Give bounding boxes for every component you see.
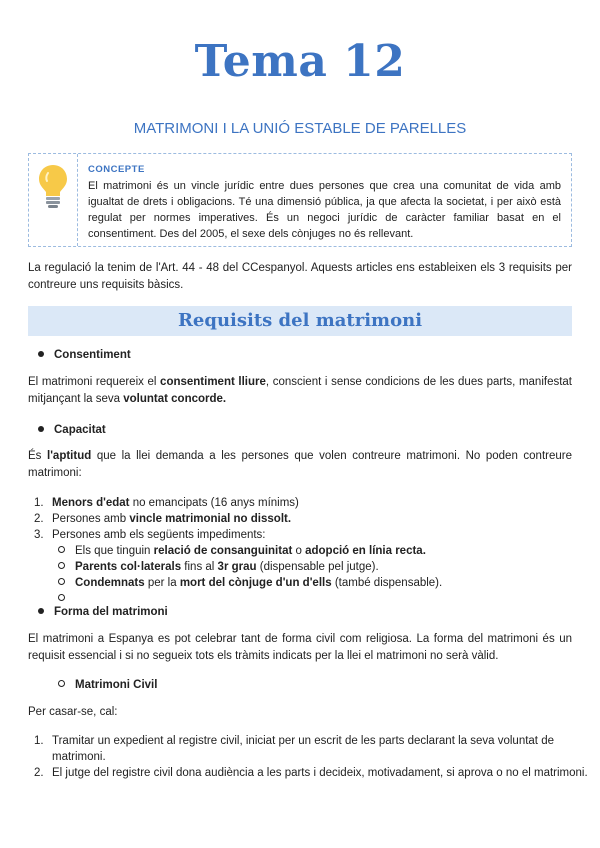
bold-run: vincle matrimonial no dissolt.	[129, 513, 292, 525]
text-run: Persones amb els següents impediments:	[52, 529, 266, 541]
text-run: o	[292, 545, 306, 557]
list-number: 1.	[34, 735, 44, 747]
sub-bullet-dot	[58, 680, 65, 687]
bullet-forma	[38, 604, 168, 620]
bold-run: mort del cònjuge d'un d'ells	[179, 577, 332, 589]
sub-bullet-dot	[58, 578, 65, 585]
page-title: Tema 12	[194, 36, 406, 87]
lightbulb-icon	[38, 163, 68, 209]
bullet-capacitat	[38, 422, 106, 438]
text-run: per la	[144, 577, 180, 589]
concept-icon-cell	[29, 154, 78, 246]
sub-list-item	[58, 543, 426, 559]
intro-paragraph: La regulació la tenim de l'Art. 44 - 48 del CCespanyol. Aquests articles ens estableixen els 3 requisits per contreure uns requisits bàsics.	[28, 262, 572, 291]
sub-list-item	[58, 559, 379, 575]
sub-bullet-dot	[58, 594, 65, 601]
bullet-dot	[38, 426, 44, 432]
sub-heading-civil	[58, 677, 157, 693]
list-item	[34, 511, 291, 527]
text-run: Els que tinguin	[75, 545, 154, 557]
list-number: 3.	[34, 529, 44, 541]
bold-run: voluntat concorde.	[123, 393, 227, 405]
list-item	[34, 495, 299, 511]
concept-box	[28, 153, 572, 247]
text-run: El jutge del registre civil dona audiència a les parts i decideix, motivadament, si aprova o no el matrimoni.	[52, 767, 588, 779]
page-subtitle: MATRIMONI I LA UNIÓ ESTABLE DE PARELLES	[133, 120, 467, 137]
consentiment-paragraph	[28, 374, 572, 408]
list-item	[34, 733, 590, 765]
forma-paragraph: El matrimoni a Espanya es pot celebrar tant de forma civil com religiosa. La forma del matrimoni és un requisit essencial i si no segueix tots els tràmits indicats per la llei el matrimoni no serà vàlid.	[28, 633, 572, 662]
bullet-dot	[38, 351, 44, 357]
concept-label: CONCEPTE	[88, 164, 145, 175]
bullet-label: Consentiment	[54, 349, 131, 361]
bullet-label: Forma del matrimoni	[54, 606, 168, 618]
text-run: Persones amb	[52, 513, 130, 525]
section-heading: Requisits del matrimoni	[28, 306, 572, 336]
bold-run: relació de consanguinitat	[153, 545, 293, 557]
casar-paragraph: Per casar-se, cal:	[28, 706, 118, 718]
sub-list-item	[58, 575, 442, 591]
text-run: És	[28, 450, 47, 462]
sub-bullet-dot	[58, 546, 65, 553]
bold-run: l'aptitud	[47, 450, 92, 462]
sub-heading-label: Matrimoni Civil	[75, 679, 158, 691]
list-number: 1.	[34, 497, 44, 509]
bold-run: Condemnats	[75, 577, 145, 589]
concept-text: El matrimoni és un vincle jurídic entre dues persones que crea una comunitat de vida amb igualtat de drets i obligacions. Té una dimensió pública, ja que afecta la societat, i per això està regulat per normes imperatives. És un negoci jurídic de caràcter familiar basat en el consentiment. Des del 2005, el sexe dels cònjuges no és rellevant.	[88, 180, 561, 240]
bold-run: consentiment lliure	[160, 376, 266, 388]
sub-bullet-dot	[58, 562, 65, 569]
text-run: (també dispensable).	[331, 577, 443, 589]
bold-run: Parents col·laterals	[75, 561, 182, 573]
bullet-dot	[38, 608, 44, 614]
capacitat-paragraph	[28, 448, 572, 482]
text-run: Tramitar un expedient al registre civil, iniciat per un escrit de les parts declarant la seva voluntat de matrimoni.	[52, 735, 554, 763]
text-run: no emancipats (16 anys mínims)	[129, 497, 299, 509]
bold-run: adopció en línia recta.	[305, 545, 426, 557]
bullet-consentiment	[38, 347, 131, 363]
bullet-label: Capacitat	[54, 424, 106, 436]
list-item	[34, 527, 266, 543]
list-item	[34, 765, 590, 781]
text-run: El matrimoni requereix el	[28, 376, 161, 388]
text-run: , conscient i sense condicions de les dues parts, manifestat mitjançant la seva	[28, 376, 573, 405]
text-run: (dispensable pel jutge).	[256, 561, 379, 573]
bold-run: 3r grau	[217, 561, 257, 573]
list-number: 2.	[34, 767, 44, 779]
bold-run: Menors d'edat	[52, 497, 130, 509]
text-run: que la llei demanda a les persones que volen contreure matrimoni. No poden contreure matrimoni:	[28, 450, 572, 479]
text-run: fins al	[181, 561, 218, 573]
list-number: 2.	[34, 513, 44, 525]
